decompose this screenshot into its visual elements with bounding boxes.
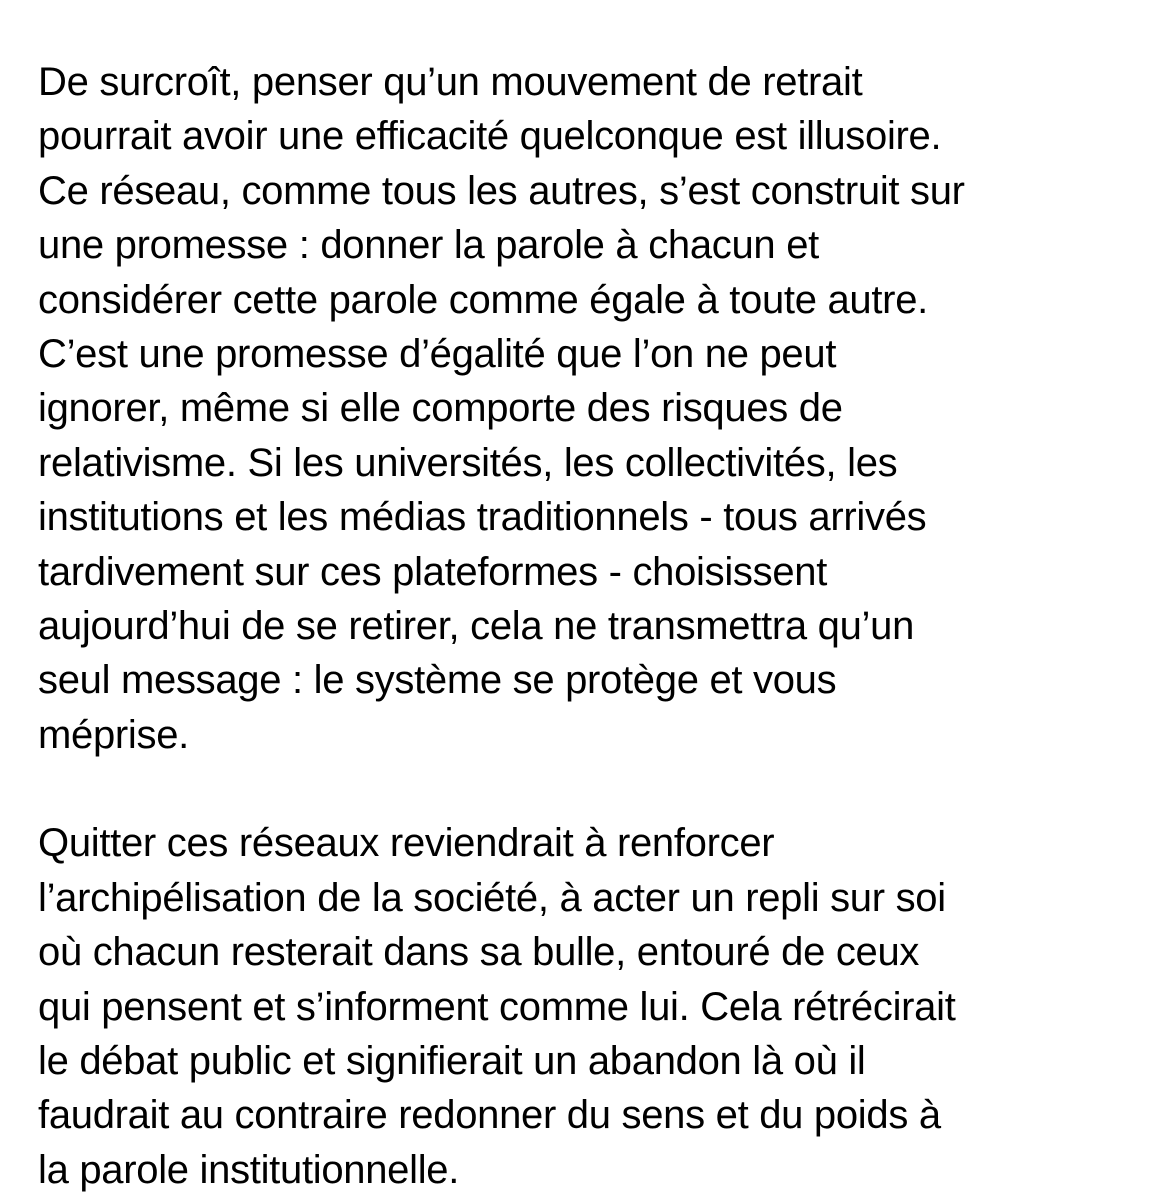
text-line: l’archipélisation de la société, à acter un repli sur soi [38, 875, 946, 920]
text-line: Quitter ces réseaux reviendrait à renforcer [38, 821, 775, 866]
text-line: seul message : le système se protège et vous [38, 658, 837, 703]
paragraph-2 [38, 816, 1150, 1197]
text-line: De surcroît, penser qu’un mouvement de retrait [38, 60, 863, 104]
text-line: considérer cette parole comme égale à toute autre. [38, 277, 928, 322]
paragraph-gap [38, 762, 1150, 816]
text-line: faudrait au contraire redonner du sens et du poids à [38, 1093, 941, 1138]
text-line: la parole institutionnelle. [38, 1147, 460, 1192]
text-line: tardivement sur ces plateformes - choisissent [38, 549, 828, 594]
paragraph-1 [38, 55, 1150, 762]
text-line: qui pensent et s’informent comme lui. Cela rétrécirait [38, 984, 956, 1029]
text-line: ignorer, même si elle comporte des risques de [38, 386, 843, 431]
text-line: aujourd’hui de se retirer, cela ne transmettra qu’un [38, 603, 915, 648]
text-line: pourrait avoir une efficacité quelconque est illusoire. [38, 114, 942, 159]
text-line: une promesse : donner la parole à chacun et [38, 223, 819, 268]
text-line: C’est une promesse d’égalité que l’on ne peut [38, 331, 837, 376]
text-line: institutions et les médias traditionnels - tous arrivés [38, 495, 927, 540]
text-line: Ce réseau, comme tous les autres, s’est construit sur [38, 168, 965, 213]
text-line: où chacun resterait dans sa bulle, entouré de ceux [38, 930, 920, 975]
text-line: relativisme. Si les universités, les collectivités, les [38, 440, 898, 485]
text-line: méprise. [38, 712, 189, 757]
text-line: le débat public et signifierait un abandon là où il [38, 1039, 866, 1084]
